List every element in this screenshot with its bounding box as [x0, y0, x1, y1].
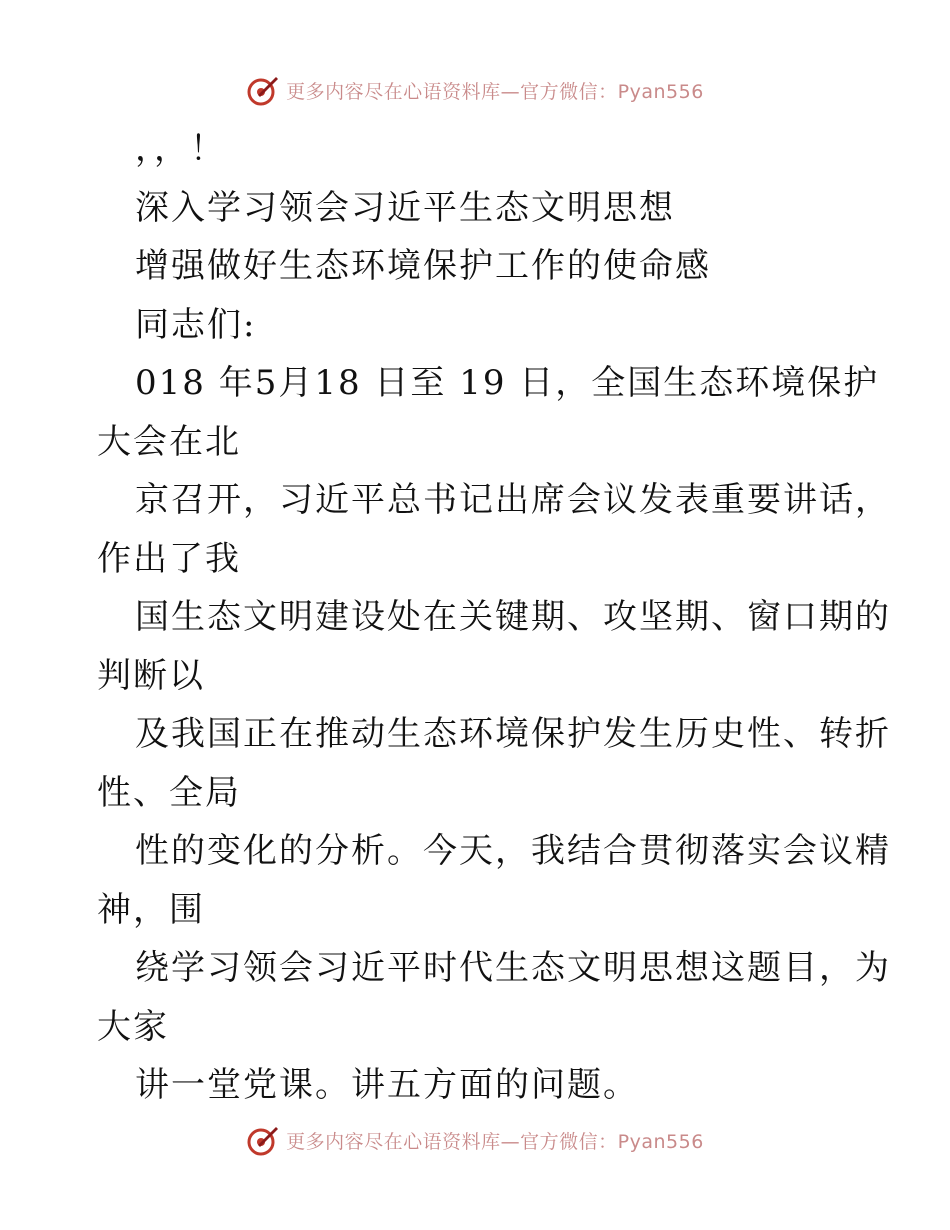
- text-line: 讲一堂党课。讲五方面的问题。: [135, 1065, 639, 1105]
- salutation: 同志们:: [135, 304, 257, 345]
- banner-text: 更多内容尽在心语资料库—官方微信：Pyan556: [286, 80, 704, 103]
- text-line: 京召开，习近平总书记出席会议发表重要讲话，: [135, 480, 891, 520]
- text-line: 018 年5月18 日至 19 日，全国生态环境保护: [135, 363, 880, 403]
- text-line: 性的变化的分析。今天，我结合贯彻落实会议精: [135, 831, 891, 871]
- quill-logo-icon: [246, 73, 280, 107]
- banner-text: 更多内容尽在心语资料库—官方微信：Pyan556: [286, 1130, 704, 1153]
- text-line: 性、全局: [97, 772, 241, 813]
- document-title: 深入学习领会习近平生态文明思想: [135, 187, 675, 228]
- document-body: [97, 120, 891, 1115]
- text-line: ，，！: [135, 129, 226, 169]
- text-line: 作出了我: [97, 538, 241, 579]
- text-line: 神，围: [97, 889, 205, 930]
- document-subtitle: 增强做好生态环境保护工作的使命感: [135, 246, 711, 286]
- footer-banner: [0, 1120, 950, 1160]
- quill-logo-icon: [246, 1123, 280, 1157]
- text-line: 国生态文明建设处在关键期、攻坚期、窗口期的: [135, 597, 891, 637]
- text-line: 判断以: [97, 655, 205, 696]
- header-banner: [0, 70, 950, 110]
- text-line: 大家: [97, 1006, 169, 1047]
- text-line: 绕学习领会习近平时代生态文明思想这题目，为: [135, 948, 891, 988]
- text-line: 大会在北: [97, 421, 241, 462]
- text-line: 及我国正在推动生态环境保护发生历史性、转折: [135, 714, 891, 754]
